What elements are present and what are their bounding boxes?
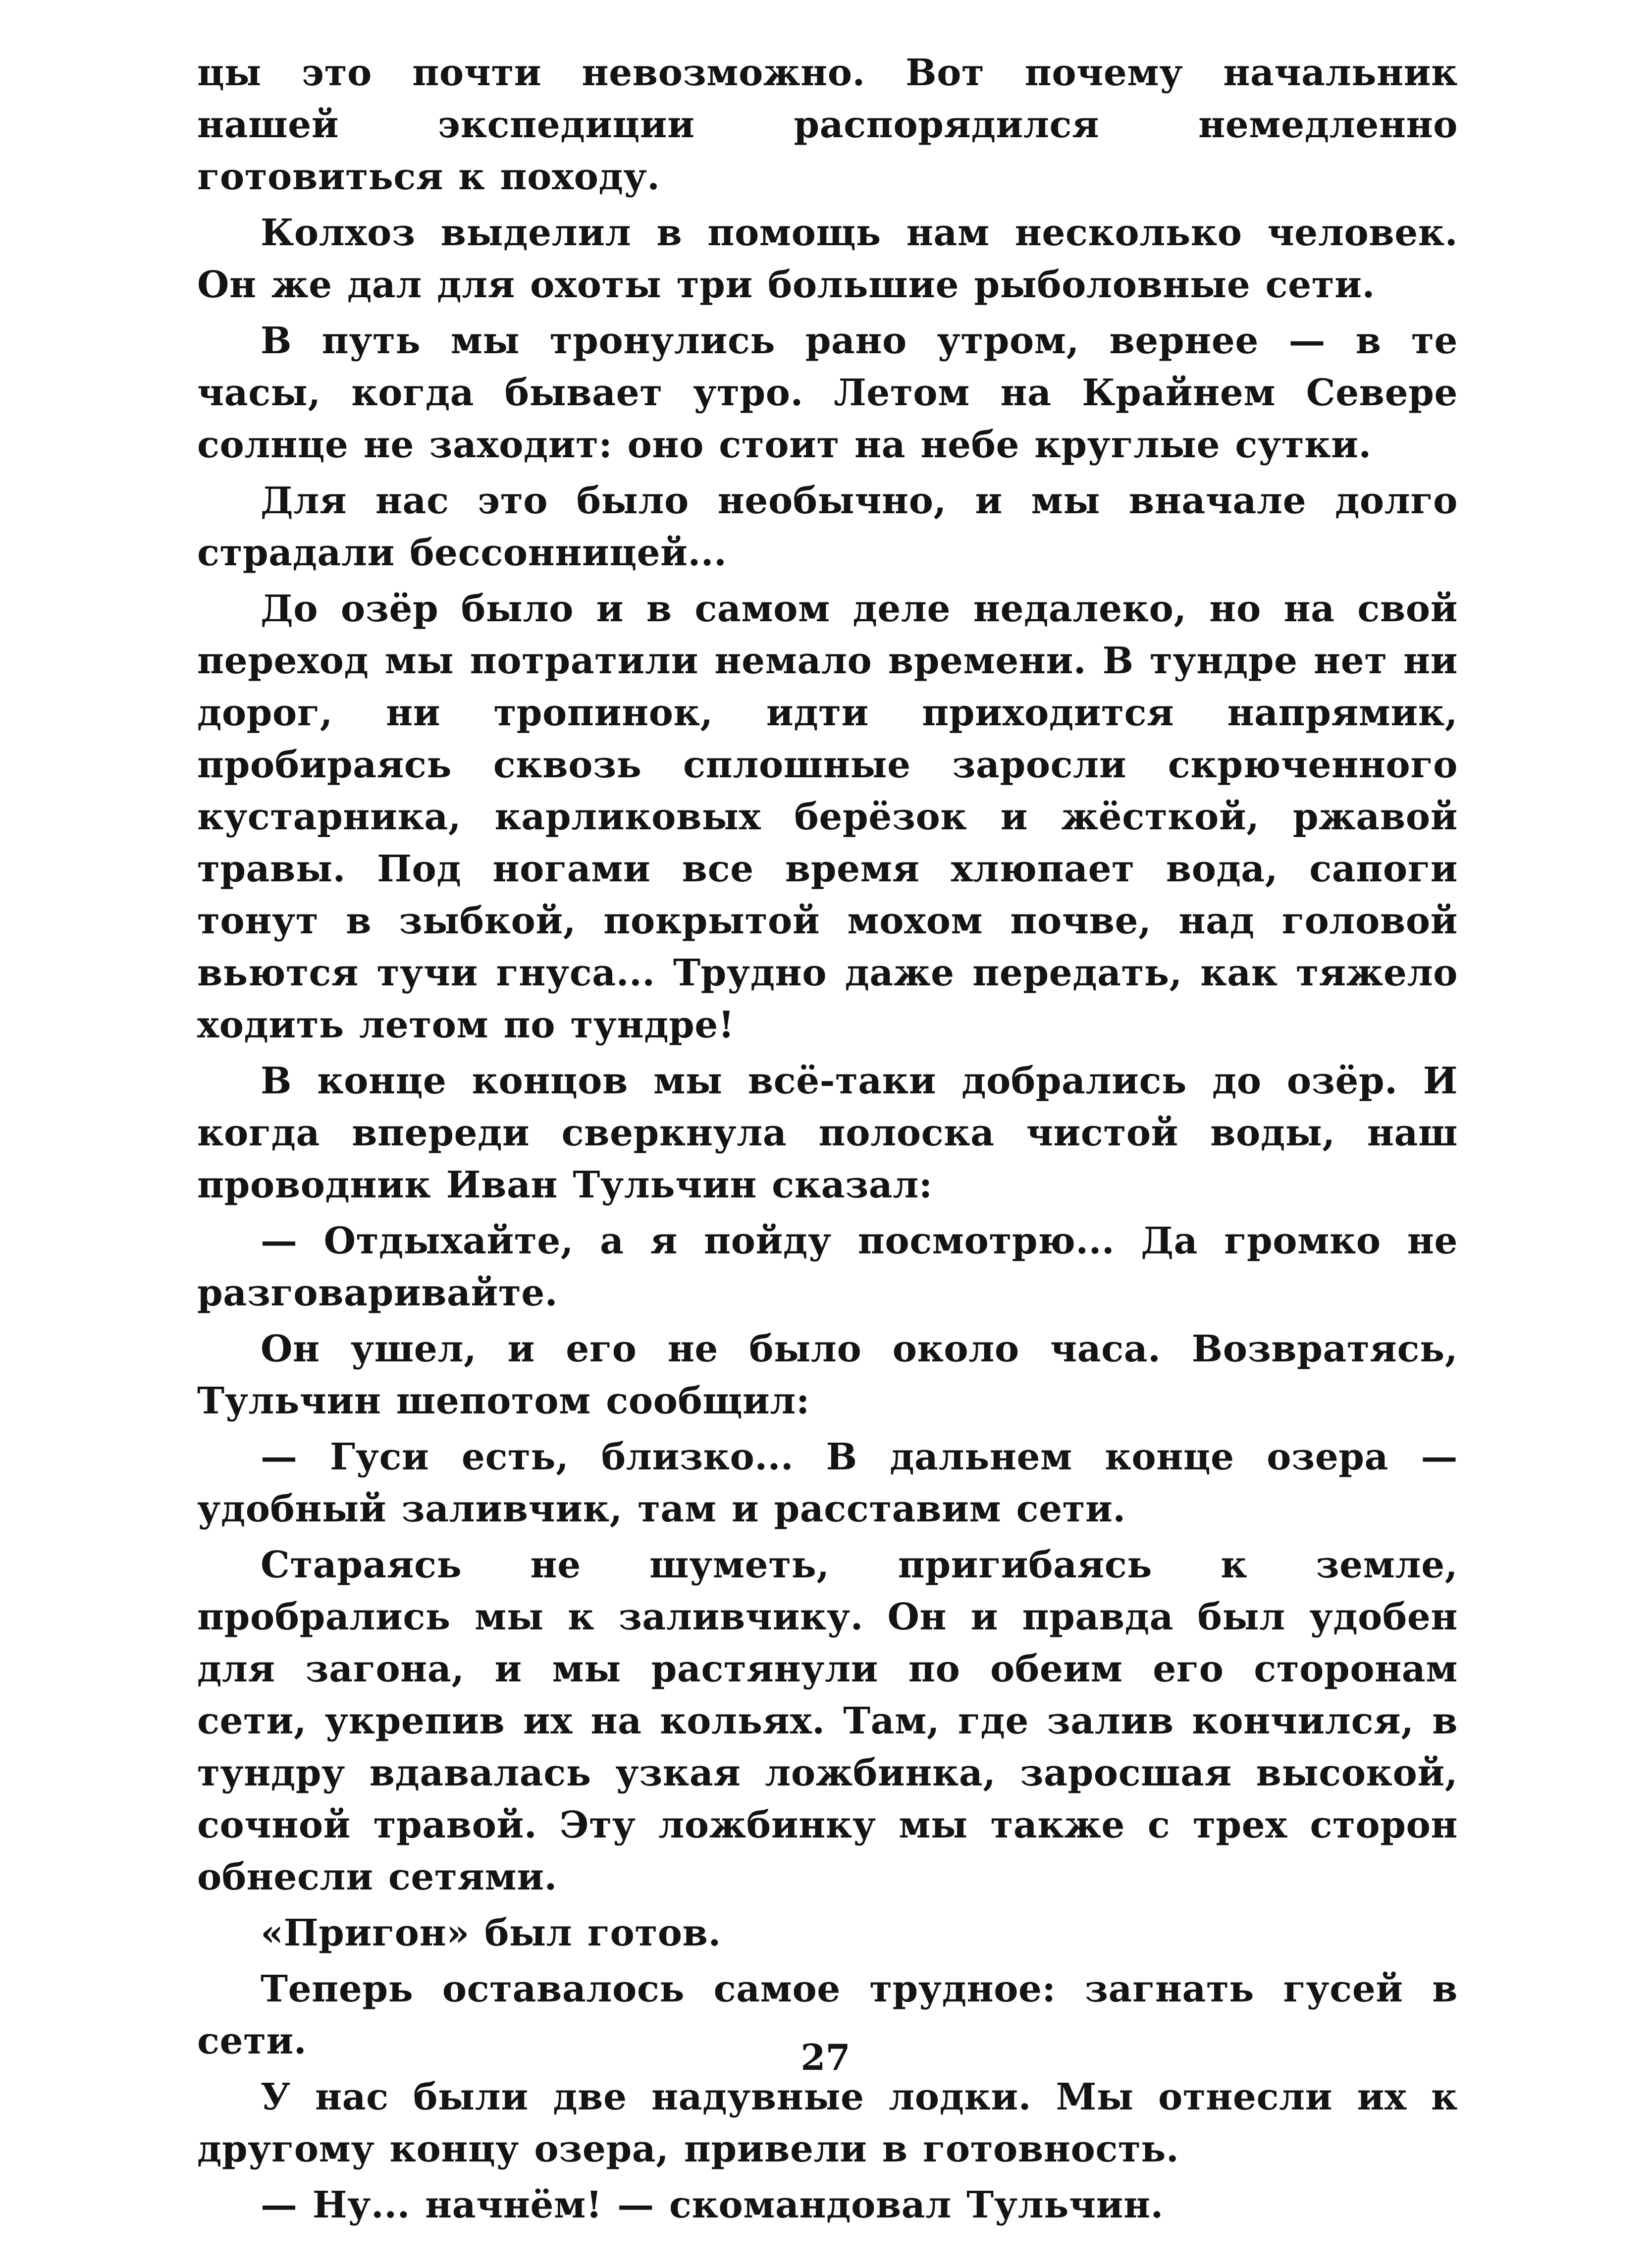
paragraph-2: Колхоз выделил в помощь нам несколько человек. Он же дал для охоты три большие рыболовные сети. bbox=[197, 212, 1458, 306]
paragraph-11: «Пригон» был готов. bbox=[261, 1912, 721, 1954]
paragraph-4: Для нас это было необычно, и мы вначале долго страдали бессонницей... bbox=[197, 480, 1458, 574]
paragraph-5: До озёр было и в самом деле недалеко, но на свой переход мы потратили немало времени. В тундре нет ни дорог, ни тропинок, идти приходится напрямик, пробираясь сквозь сплошные заросли скрюченного кустарника, карликовых берёзок и жёсткой, ржавой травы. Под ногами все время хлюпает вода, сапоги тонут в зыбкой, покрытой мохом почве, над головой вьются тучи гнуса... Трудно даже передать, как тяжело ходить летом по тундре! bbox=[197, 588, 1458, 1046]
page-number: 27 bbox=[800, 2036, 851, 2078]
paragraph-8: Он ушел, и его не было около часа. Возвратясь, Тульчин шепотом сообщил: bbox=[197, 1328, 1458, 1422]
paragraph-13: У нас были две надувные лодки. Мы отнесли их к другому концу озера, привели в готовность. bbox=[197, 2076, 1458, 2170]
paragraph-10: Стараясь не шуметь, пригибаясь к земле, пробрались мы к заливчику. Он и правда был удобен для загона, и мы растянули по обеим его сторонам сети, укрепив их на кольях. Там, где залив кончился, в тундру вдавалась узкая ложбинка, заросшая высокой, сочной травой. Эту ложбинку мы также с трех сторон обнесли сетями. bbox=[197, 1544, 1458, 1898]
text-column bbox=[197, 47, 1458, 2235]
paragraph-7: — Отдыхайте, а я пойду посмотрю... Да громко не разговаривайте. bbox=[197, 1220, 1458, 1314]
paragraph-3: В путь мы тронулись рано утром, вернее — в те часы, когда бывает утро. Летом на Крайнем Севере солнце не заходит: оно стоит на небе круглые сутки. bbox=[197, 320, 1458, 466]
paragraph-9: — Гуси есть, близко... В дальнем конце озера — удобный заливчик, там и расставим сети. bbox=[197, 1436, 1458, 1530]
paragraph-12: Теперь оставалось самое трудное: загнать гусей в сети. bbox=[197, 1968, 1458, 2062]
paragraph-1: цы это почти невозможно. Вот почему начальник нашей экспедиции распорядился немедленно готовиться к походу. bbox=[197, 52, 1458, 198]
paragraph-6: В конце концов мы всё-таки добрались до озёр. И когда впереди сверкнула полоска чистой воды, наш проводник Иван Тульчин сказал: bbox=[197, 1060, 1458, 1206]
paragraph-14: — Ну... начнём! — скомандовал Тульчин. bbox=[261, 2184, 1164, 2226]
